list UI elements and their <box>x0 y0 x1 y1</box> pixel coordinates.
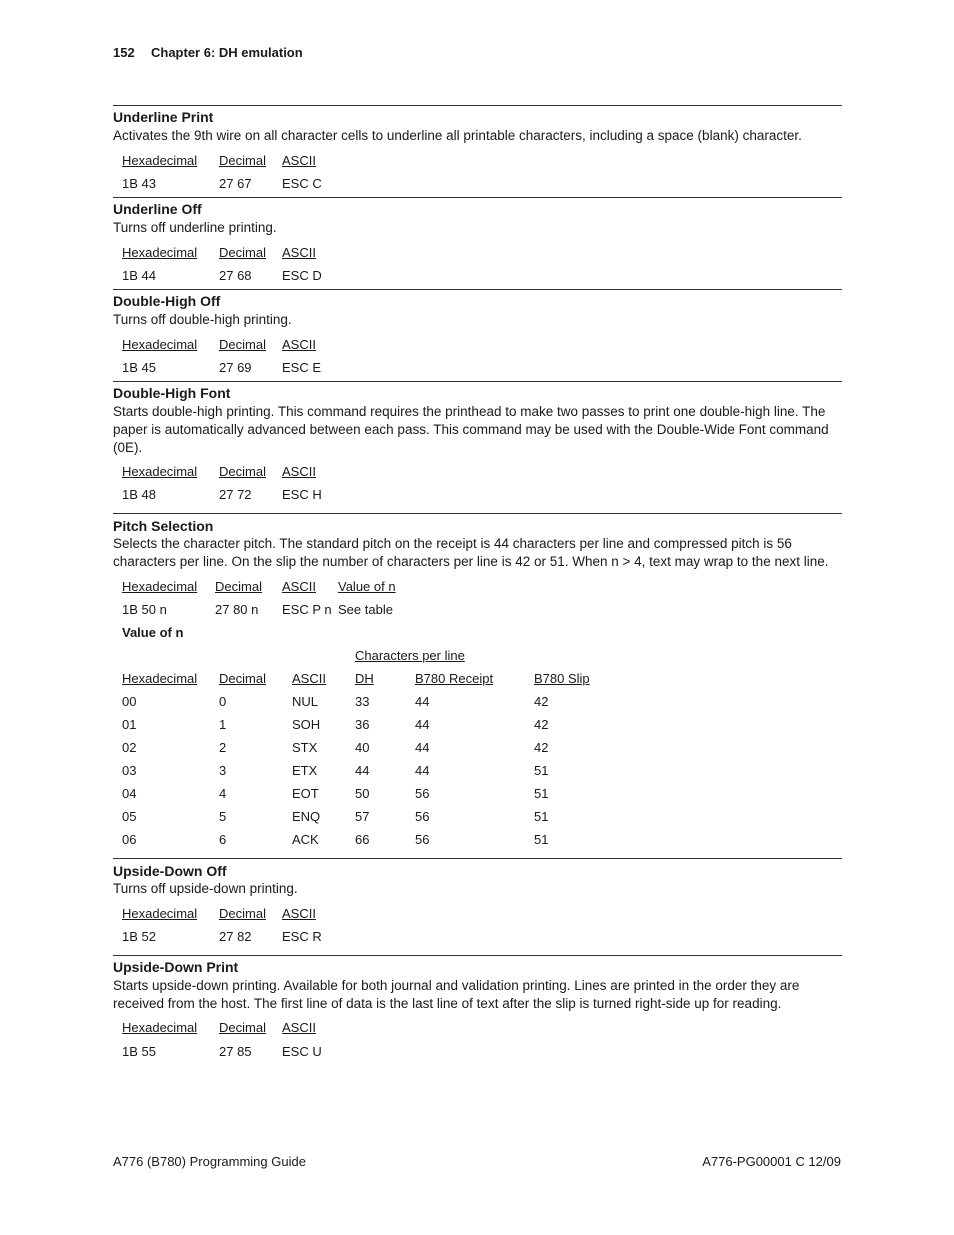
cell-dec: 27 67 <box>219 176 252 191</box>
chapter-title: Chapter 6: DH emulation <box>151 45 303 60</box>
vt-cell: 06 <box>122 832 137 847</box>
cell-ascii: ESC E <box>282 360 322 375</box>
col-header-hex: Hexadecimal <box>122 464 198 479</box>
vt-cell: 2 <box>219 740 227 755</box>
cell-dec: 27 69 <box>219 360 252 375</box>
vt-cell: 51 <box>534 763 549 778</box>
section-divider <box>113 858 842 859</box>
vt-cell: 44 <box>415 763 430 778</box>
col-header-dec: Decimal <box>215 579 262 594</box>
col-header-ascii: ASCII <box>282 337 316 352</box>
section-divider <box>113 381 842 382</box>
cell-hex: 1B 44 <box>122 268 156 283</box>
vt-cell: 42 <box>534 740 549 755</box>
section-description: Starts upside-down printing. Available for both journal and validation printing. Lines are printed in the order they are received from the host. The first line of data is the last line of text after the slip is turned right-side up for reading. <box>113 978 800 1011</box>
section-title: Upside-Down Off <box>113 863 227 879</box>
col-header-value: Value of n <box>338 579 396 594</box>
col-header-ascii: ASCII <box>282 153 316 168</box>
running-header <box>113 45 303 60</box>
vt-cell: 44 <box>415 740 430 755</box>
vt-cell: 33 <box>355 694 370 709</box>
cell-dec: 27 68 <box>219 268 252 283</box>
vt-cell: 5 <box>219 809 227 824</box>
vt-cell: 02 <box>122 740 137 755</box>
footer-guide-title: A776 (B780) Programming Guide <box>113 1154 306 1169</box>
col-header-hex: Hexadecimal <box>122 245 198 260</box>
cell-ascii: ESC P n <box>282 602 332 617</box>
vt-header-slip: B780 Slip <box>534 671 590 686</box>
section-title: Underline Print <box>113 109 214 125</box>
cell-dec: 27 72 <box>219 487 252 502</box>
col-header-dec: Decimal <box>219 245 266 260</box>
section-divider <box>113 513 842 514</box>
vt-cell: 44 <box>415 694 430 709</box>
vt-header-dec: Decimal <box>219 671 266 686</box>
cell-ascii: ESC R <box>282 929 322 944</box>
section-divider <box>113 197 842 198</box>
col-header-dec: Decimal <box>219 337 266 352</box>
section-title: Double-High Off <box>113 293 221 309</box>
section-divider <box>113 105 842 106</box>
vt-cell: 44 <box>415 717 430 732</box>
cell-dec: 27 85 <box>219 1044 252 1059</box>
vt-cell: 04 <box>122 786 137 801</box>
vt-cell: 40 <box>355 740 370 755</box>
vt-cell: 6 <box>219 832 227 847</box>
vt-cell: 56 <box>415 786 430 801</box>
vt-cell: ETX <box>292 763 318 778</box>
col-header-hex: Hexadecimal <box>122 1020 198 1035</box>
col-header-ascii: ASCII <box>282 464 316 479</box>
vt-cell: 50 <box>355 786 370 801</box>
vt-cell: 42 <box>534 694 549 709</box>
cell-dec: 27 82 <box>219 929 252 944</box>
vt-cell: 3 <box>219 763 227 778</box>
vt-cell: 05 <box>122 809 137 824</box>
vt-cell: 36 <box>355 717 370 732</box>
vt-cell: ACK <box>292 832 319 847</box>
vt-cell: SOH <box>292 717 321 732</box>
vt-cell: 51 <box>534 809 549 824</box>
vt-header-ascii: ASCII <box>292 671 326 686</box>
section-title: Underline Off <box>113 201 202 217</box>
vt-cell: 56 <box>415 832 430 847</box>
col-header-hex: Hexadecimal <box>122 337 198 352</box>
vt-header-dh: DH <box>355 671 374 686</box>
cell-dec: 27 80 n <box>215 602 259 617</box>
section-title: Pitch Selection <box>113 518 214 534</box>
vt-cell: NUL <box>292 694 319 709</box>
vt-cell: 44 <box>355 763 370 778</box>
col-header-dec: Decimal <box>219 906 266 921</box>
vt-cell: 57 <box>355 809 370 824</box>
vt-cell: 4 <box>219 786 227 801</box>
cell-ascii: ESC D <box>282 268 322 283</box>
col-header-ascii: ASCII <box>282 906 316 921</box>
vt-cell: 56 <box>415 809 430 824</box>
col-header-dec: Decimal <box>219 464 266 479</box>
vt-header-hex: Hexadecimal <box>122 671 198 686</box>
col-header-hex: Hexadecimal <box>122 906 198 921</box>
cell-value: See table <box>338 602 393 617</box>
vt-cell: 51 <box>534 786 549 801</box>
section-divider <box>113 955 842 956</box>
section-description: Activates the 9th wire on all character cells to underline all printable characters, including a space (blank) character. <box>113 128 802 143</box>
vt-cell: 0 <box>219 694 227 709</box>
vt-header-receipt: B780 Receipt <box>415 671 494 686</box>
cell-ascii: ESC U <box>282 1044 322 1059</box>
vt-cell: 00 <box>122 694 137 709</box>
section-description: Turns off upside-down printing. <box>113 881 298 896</box>
col-header-dec: Decimal <box>219 1020 266 1035</box>
vt-cell: 42 <box>534 717 549 732</box>
cell-hex: 1B 43 <box>122 176 156 191</box>
section-title: Double-High Font <box>113 385 231 401</box>
col-header-dec: Decimal <box>219 153 266 168</box>
section-description: Starts double-high printing. This command requires the printhead to make two passes to print one double-high line. The paper is automatically advanced between each pass. This command may be used with the Double-Wide Font command (0E). <box>113 404 829 455</box>
vt-cell: 01 <box>122 717 137 732</box>
section-divider <box>113 289 842 290</box>
cell-hex: 1B 45 <box>122 360 156 375</box>
vt-cell: 03 <box>122 763 137 778</box>
cell-ascii: ESC H <box>282 487 322 502</box>
cell-hex: 1B 52 <box>122 929 156 944</box>
section-description: Turns off underline printing. <box>113 220 277 235</box>
cell-hex: 1B 50 n <box>122 602 167 617</box>
group-header-chars-per-line: Characters per line <box>355 648 465 663</box>
vt-cell: 66 <box>355 832 370 847</box>
value-table-label: Value of n <box>122 625 184 640</box>
vt-cell: 1 <box>219 717 227 732</box>
col-header-ascii: ASCII <box>282 1020 316 1035</box>
vt-cell: STX <box>292 740 318 755</box>
vt-cell: EOT <box>292 786 319 801</box>
vt-cell: ENQ <box>292 809 321 824</box>
footer-doc-number: A776-PG00001 C 12/09 <box>702 1154 841 1169</box>
section-description: Selects the character pitch. The standard pitch on the receipt is 44 characters per line and compressed pitch is 56 characters per line. On the slip the number of characters per line is 42 or 51. When n > 4, text may wrap to the next line. <box>113 536 829 569</box>
cell-hex: 1B 48 <box>122 487 156 502</box>
col-header-hex: Hexadecimal <box>122 579 198 594</box>
section-title: Upside-Down Print <box>113 959 239 975</box>
col-header-ascii: ASCII <box>282 245 316 260</box>
cell-hex: 1B 55 <box>122 1044 156 1059</box>
section-description: Turns off double-high printing. <box>113 312 292 327</box>
col-header-hex: Hexadecimal <box>122 153 198 168</box>
col-header-ascii: ASCII <box>282 579 316 594</box>
vt-cell: 51 <box>534 832 549 847</box>
cell-ascii: ESC C <box>282 176 322 191</box>
page-number: 152 <box>113 45 135 60</box>
